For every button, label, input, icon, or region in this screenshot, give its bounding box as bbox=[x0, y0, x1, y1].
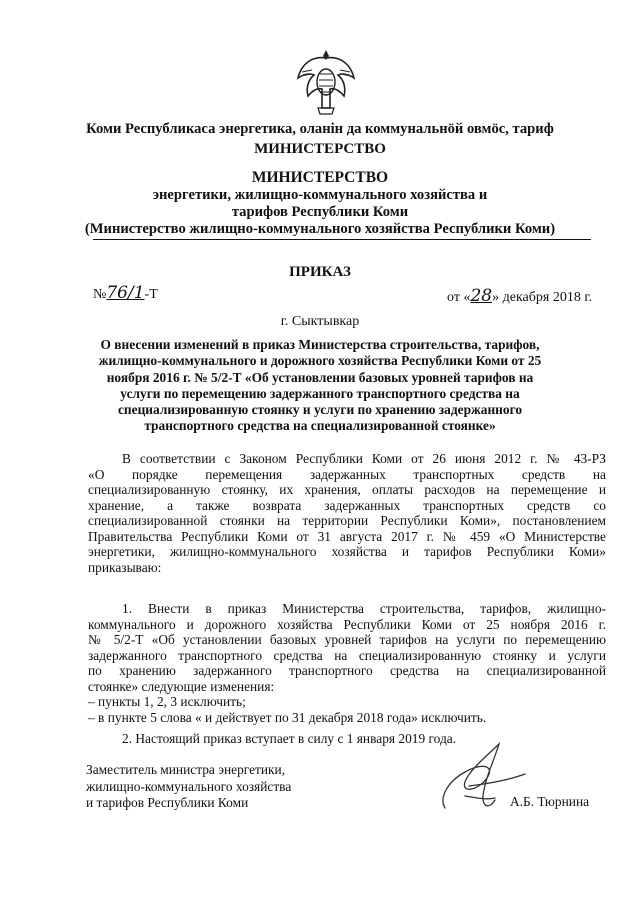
komi-ministry: МИНИСТЕРСТВО bbox=[254, 141, 386, 157]
date-prefix: от « bbox=[447, 290, 471, 305]
preamble-line: хранение, а также возврата задержанных транспортных средств со bbox=[88, 497, 606, 513]
subject-line: О внесении изменений в приказ Министерства строительства, тарифов, bbox=[100, 337, 540, 352]
item-1-line: по хранению задержанного транспортного средства на специализированной bbox=[88, 663, 606, 678]
header-divider bbox=[93, 239, 591, 240]
signatory-name: А.Б. Тюрнина bbox=[510, 794, 590, 809]
position-line: Заместитель министра энергетики, bbox=[86, 762, 286, 777]
item-1-line: – в пункте 5 слова « и действует по 31 декабря 2018 года» исключить. bbox=[88, 709, 487, 725]
item-1-line: стоянке» следующие изменения: bbox=[88, 678, 275, 694]
item-1-line: задержанного транспортного средства на специализированную стоянку и услуги bbox=[88, 647, 606, 663]
ministry-line-2: тарифов Республики Коми bbox=[231, 204, 409, 220]
komi-emblem bbox=[296, 48, 356, 116]
item-1-line: 1. Внести в приказ Министерства строительства, тарифов, жилищно- bbox=[122, 601, 606, 616]
item-1 bbox=[88, 601, 606, 725]
position-line: и тарифов Республики Коми bbox=[86, 795, 249, 810]
subject-line: ноября 2016 г. № 5/2-Т «Об установлении базовых уровней тарифов на bbox=[106, 369, 534, 385]
ministry-line-1: энергетики, жилищно-коммунального хозяйства и bbox=[152, 187, 488, 203]
position-line: жилищно-коммунального хозяйства bbox=[86, 778, 292, 794]
item-1-line: № 5/2-Т «Об установлении базовых уровней тарифов на услуги по перемещению bbox=[88, 632, 606, 647]
city: г. Сыктывкар bbox=[280, 314, 360, 329]
subject-line: специализированную стоянку и услуги по хранению задержанного bbox=[117, 402, 523, 418]
preamble-line: приказываю: bbox=[88, 559, 162, 575]
number-suffix: -Т bbox=[144, 287, 158, 302]
preamble-line: Правительства Республики Коми от 31 августа 2017 г. № 459 «О Министерстве bbox=[88, 528, 606, 544]
komi-name-line: Коми Республикаса энергетика, олaнiн да коммунальнӧй овмӧс, тариф bbox=[86, 121, 554, 137]
preamble-line: энергетики, жилищно-коммунального хозяйства и тарифов Республики Коми» bbox=[88, 544, 606, 559]
subject-line: услуги по перемещению задержанного транспортного средства на bbox=[120, 385, 520, 401]
preamble-line: специализированную стоянку, их хранения, оплаты расходов на перемещение и bbox=[88, 482, 606, 497]
handwritten-day: 28 bbox=[470, 286, 493, 306]
date-suffix: » декабря 2018 г. bbox=[492, 290, 592, 305]
subject-line: жилищно-коммунального и дорожного хозяйства Республики Коми от 25 bbox=[98, 353, 542, 369]
preamble bbox=[88, 451, 606, 575]
item-1-line: – пункты 1, 2, 3 исключить; bbox=[88, 694, 246, 709]
ministry-title: МИНИСТЕРСТВО bbox=[251, 169, 389, 186]
order-date bbox=[447, 286, 592, 306]
preamble-line: В соответствии с Законом Республики Коми от 26 июня 2012 г. № 43-РЗ bbox=[122, 451, 606, 466]
subject-line: транспортного средства на специализированной стоянке» bbox=[144, 418, 496, 434]
document-type: ПРИКАЗ bbox=[289, 264, 351, 280]
order-subject bbox=[0, 337, 640, 435]
item-1-line: коммунального и дорожного хозяйства Республики Коми от 25 ноября 2016 г. bbox=[88, 616, 606, 632]
preamble-line: специализированной стоянки на территории Республики Коми», постановлением bbox=[88, 513, 606, 528]
signatory-position bbox=[86, 762, 291, 812]
number-prefix: № bbox=[93, 287, 107, 302]
preamble-line: «О порядке перемещения задержанных транспортных средств на bbox=[88, 466, 606, 482]
order-number bbox=[93, 283, 158, 303]
ministry-short-name: (Министерство жилищно-коммунального хозяйства Республики Коми) bbox=[84, 221, 556, 237]
handwritten-number: 76/1 bbox=[106, 283, 145, 303]
item-2: 2. Настоящий приказ вступает в силу с 1 января 2019 года. bbox=[122, 731, 457, 746]
